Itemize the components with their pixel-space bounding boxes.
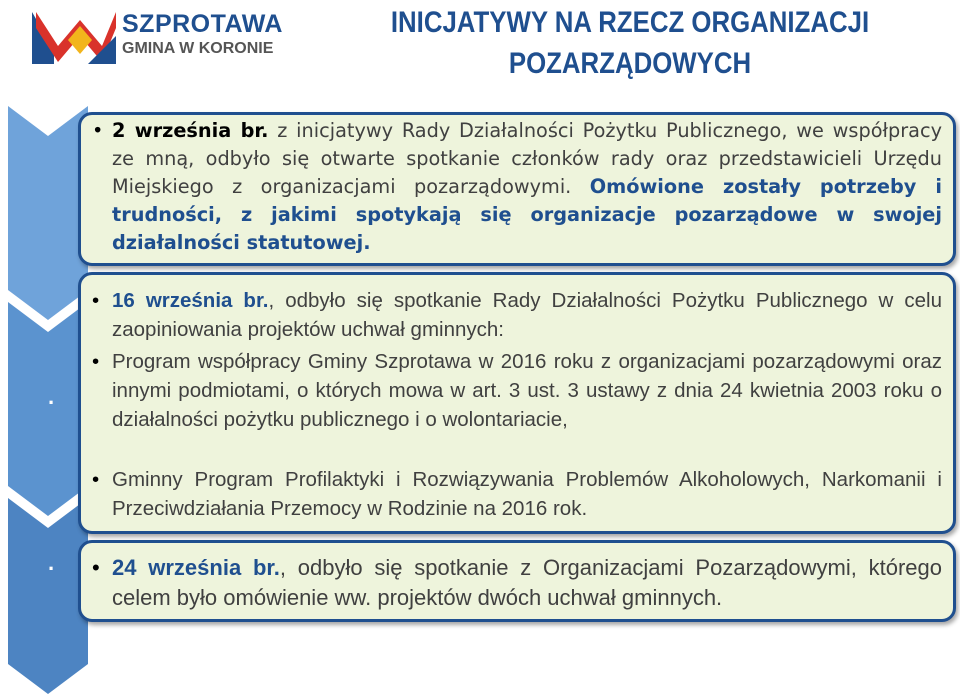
item-text: , odbyło się spotkanie z Organizacjami Pozarządowymi, którego celem było omówienie ww. projektów dwóch uchwał gminnych.: [112, 555, 942, 610]
chevron-segment-3: [8, 498, 88, 694]
page-title: [372, 2, 888, 84]
chevron-marker: .: [48, 550, 55, 575]
logo-name: SZPROTAWA: [122, 10, 283, 38]
item-date: 24 września br.: [112, 555, 280, 580]
item-date: 16 września br.: [112, 289, 269, 312]
bullet-icon: •: [92, 555, 100, 580]
item-highlight: Omówione zostały potrzeby i trudności, z jakimi spotykają się organizacje pozarządowe w swojej działalności statutowej.: [112, 175, 942, 254]
chevron-segment-2: [8, 302, 88, 516]
list-item: [90, 347, 942, 434]
list-item: [90, 117, 942, 257]
list-item: [90, 465, 942, 523]
item-text: z inicjatywy Rady Działalności Pożytku Publicznego, we współpracy ze mną, odbyło się otwarte spotkanie członków rady oraz przedstawicieli Urzędu Miejskiego z organizacjami pozarządowymi.: [112, 119, 942, 198]
chevron-segment-1: [8, 106, 88, 320]
chevron-marker: .: [48, 384, 55, 409]
municipality-logo: [28, 6, 290, 72]
page-title-line-2: POZARZĄDOWYCH: [508, 47, 752, 80]
bullet-icon: •: [92, 289, 100, 312]
page-title-line-1: INICJATYWY NA RZECZ ORGANIZACJI: [390, 6, 870, 39]
logo-crown-icon: [28, 6, 120, 68]
item-date: 2 września br.: [112, 119, 269, 142]
item-text: Gminny Program Profilaktyki i Rozwiązywania Problemów Alkoholowych, Narkomanii i Przeciwdziałania Przemocy w Rodzinie na 2016 rok.: [112, 468, 942, 520]
list-item: [90, 553, 942, 613]
item-text: Program współpracy Gminy Szprotawa w 2016 roku z organizacjami pozarządowymi oraz innymi podmiotami, o których mowa w art. 3 ust. 3 ustawy z dnia 24 kwietnia 2003 roku o działalności pożytku publicznego i o wolontariacie,: [112, 350, 942, 431]
logo-subtitle: GMINA W KORONIE: [122, 40, 274, 57]
list-item: [90, 286, 942, 344]
bullet-icon: •: [92, 350, 100, 373]
item-text: , odbyło się spotkanie Rady Działalności Pożytku Publicznego w celu zaopiniowania projektów uchwał gminnych:: [112, 289, 942, 341]
bullet-icon: •: [92, 119, 104, 142]
bullet-icon: •: [92, 468, 100, 491]
